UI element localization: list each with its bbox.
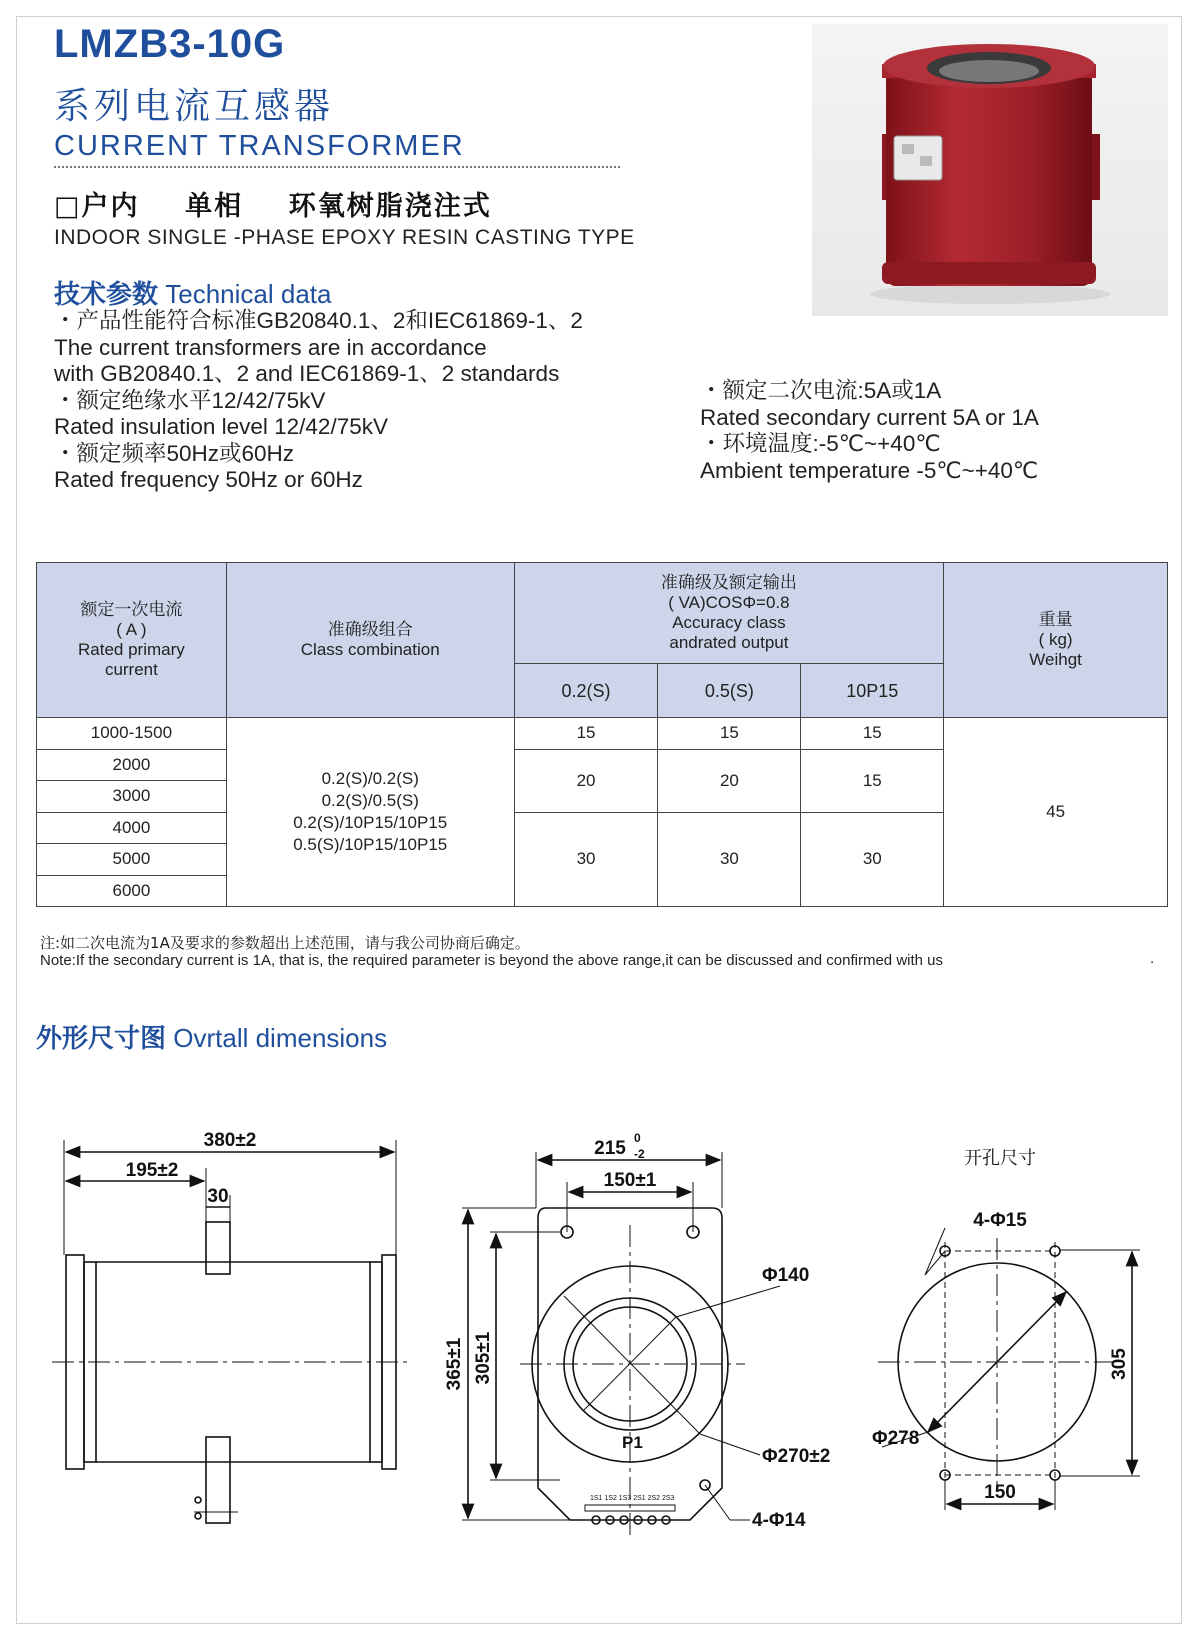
dim-front-tol-dn: -2 (634, 1147, 645, 1161)
title-cn: 系列电流互感器 (54, 86, 335, 127)
tech-line: ・环境温度:-5℃~+40℃ (700, 431, 941, 456)
dimensions-heading-en: Ovrtall dimensions (173, 1023, 388, 1053)
dim-front-holes: 150±1 (603, 1170, 657, 1191)
current-cell: 4000 (37, 812, 227, 844)
output-cell: 30 (801, 812, 944, 907)
cutout-title: 开孔尺寸 (964, 1148, 1036, 1168)
terminal-p1: P1 (622, 1433, 643, 1452)
tech-line: ・额定绝缘水平12/42/75kV (54, 387, 326, 413)
dim-front-outer: Φ270±2 (762, 1446, 831, 1467)
current-cell: 2000 (37, 749, 227, 781)
note-en: Note:If the secondary current is 1A, that is, the required parameter is beyond the above range,it can be discussed and confirmed with us (40, 952, 944, 969)
tech-line: The current transformers are in accordance (54, 334, 487, 360)
dimensions-heading-cn: 外形尺寸图 (36, 1024, 167, 1054)
cutout-view-drawing (878, 1228, 1140, 1510)
header-class-combination: 准确级组合 Class combination (226, 563, 514, 718)
tech-line: with GB20840.1、2 and IEC61869-1、2 standards (54, 361, 560, 386)
front-view-drawing (462, 1152, 780, 1540)
dim-cutout-holes: 4-Φ15 (973, 1210, 1027, 1231)
title-en: CURRENT TRANSFORMER (54, 130, 465, 162)
output-cell: 15 (801, 718, 944, 750)
weight-cell: 45 (944, 718, 1168, 907)
output-cell: 30 (514, 812, 658, 907)
tech-line: ・额定二次电流:5A或1A (700, 378, 942, 403)
dim-front-mount: 4-Φ14 (752, 1510, 806, 1531)
tech-line: Rated secondary current 5A or 1A (700, 404, 1039, 430)
subheader-02s: 0.2(S) (514, 664, 658, 718)
dim-front-inner: Φ140 (762, 1265, 810, 1286)
dim-side-overall: 380±2 (203, 1130, 257, 1151)
dim-front-tol-up: 0 (634, 1131, 641, 1145)
header-rated-primary: 额定一次电流 ( A ) Rated primary current (37, 563, 227, 718)
model-number: LMZB3-10G (54, 22, 286, 66)
dim-side-half: 195±2 (125, 1160, 179, 1181)
subtitle-cn: □户内 单相 环氧树脂浇注式 (54, 191, 492, 222)
dim-front-height: 365±1 (444, 1337, 465, 1391)
output-cell: 20 (658, 749, 801, 812)
dim-side-flange: 30 (207, 1186, 229, 1207)
tech-line: Rated frequency 50Hz or 60Hz (54, 467, 363, 492)
output-cell: 30 (658, 812, 801, 907)
tech-line: Ambient temperature -5℃~+40℃ (700, 457, 1039, 483)
technical-heading-cn: 技术参数 (54, 280, 159, 310)
dim-front-pitch: 305±1 (473, 1331, 494, 1385)
tech-line: ・额定频率50Hz或60Hz (54, 440, 295, 466)
subheader-10p15: 10P15 (801, 664, 944, 718)
header-weight: 重量 ( kg) Weihgt (944, 563, 1168, 718)
dim-front-width: 215 (594, 1138, 626, 1159)
combination-cell: 0.2(S)/0.2(S) 0.2(S)/0.5(S) 0.2(S)/10P15/10P15 0.5(S)/10P15/10P15 (226, 718, 514, 907)
output-cell: 20 (514, 749, 658, 812)
current-cell: 5000 (37, 844, 227, 876)
tech-line: Rated insulation level 12/42/75kV (54, 414, 388, 439)
subtitle-en: INDOOR SINGLE -PHASE EPOXY RESIN CASTING TYPE (54, 226, 635, 249)
current-cell: 6000 (37, 875, 227, 907)
dim-cutout-dia: Φ278 (872, 1428, 920, 1449)
terminal-labels: 1S1 1S2 1S3 2S1 2S2 2S3 (590, 1495, 675, 1502)
output-cell: 15 (514, 718, 658, 750)
technical-heading-en: Technical data (165, 279, 332, 309)
output-cell: 15 (658, 718, 801, 750)
header-accuracy-output: 准确级及额定输出 ( VA)COSΦ=0.8 Accuracy class andrated output (514, 563, 944, 664)
side-view-drawing (52, 1140, 410, 1523)
output-cell: 15 (801, 749, 944, 812)
note-mark: . (1150, 950, 1155, 967)
dim-cutout-width: 150 (984, 1482, 1016, 1503)
subheader-05s: 0.5(S) (658, 664, 801, 718)
tech-line: ・产品性能符合标准GB20840.1、2和IEC61869-1、2 (54, 308, 583, 333)
current-cell: 1000-1500 (37, 718, 227, 750)
current-cell: 3000 (37, 781, 227, 813)
note-cn: 注:如二次电流为1A及要求的参数超出上述范围，请与我公司协商后确定。 (40, 934, 530, 952)
dim-cutout-height: 305 (1109, 1348, 1130, 1380)
